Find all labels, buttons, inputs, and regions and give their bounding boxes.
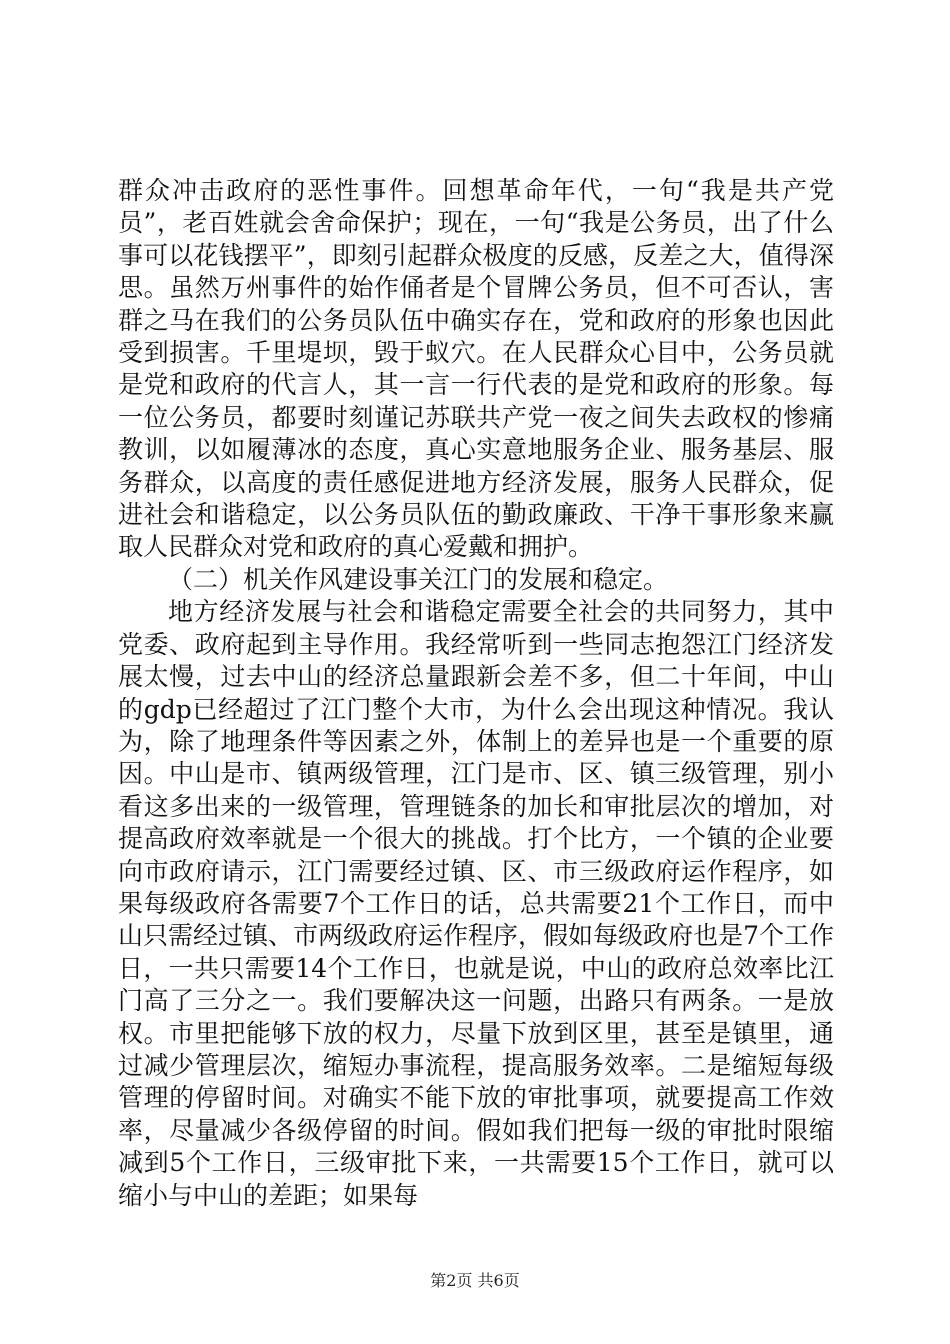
paragraph: 地方经济发展与社会和谐稳定需要全社会的共同努力，其中党委、政府起到主导作用。我经常听到一些同志抱怨江门经济发展太慢，过去中山的经济总量跟新会差不多，但二十年间，中山的gdp已经超过了江门整个大市，为什么会出现这种情况。我认为，除了地理条件等因素之外，体制上的差异也是一个重要的原因。中山是市、镇两级管理，江门是市、区、镇三级管理，别小看这多出来的一级管理，管理链条的加长和审批层次的增加，对提高政府效率就是一个很大的挑战。打个比方，一个镇的企业要向市政府请示，江门需要经过镇、区、市三级政府运作程序，如果每级政府各需要7个工作日的话，总共需要21个工作日，而中山只需经过镇、市两级政府运作程序，假如每级政府也是7个工作日，一共只需要14个工作日，也就是说，中山的政府总效率比江门高了三分之一。我们要解决这一问题，出路只有两条。一是放权。市里把能够下放的权力，尽量下放到区里，甚至是镇里，通过减少管理层次，缩短办事流程，提高服务效率。二是缩短每级管理的停留时间。对确实不能下放的审批事项，就要提高工作效率，尽量减少各级停留的时间。假如我们把每一级的审批时限缩减到5个工作日，三级审批下来，一共需要15个工作日，就可以缩小与中山的差距；如果每 (118, 597, 834, 1210)
paragraph-continuation: 群众冲击政府的恶性事件。回想革命年代，一句“我是共产党员”，老百姓就会舍命保护；现在，一句“我是公务员，出了什么事可以花钱摆平”，即刻引起群众极度的反感，反差之大，值得深思。虽然万州事件的始作俑者是个冒牌公务员，但不可否认，害群之马在我们的公务员队伍中确实存在，党和政府的形象也因此受到损害。千里堤坝，毁于蚁穴。在人民群众心目中，公务员就是党和政府的代言人，其一言一行代表的是党和政府的形象。每一位公务员，都要时刻谨记苏联共产党一夜之间失去政权的惨痛教训，以如履薄冰的态度，真心实意地服务企业、服务基层、服务群众，以高度的责任感促进地方经济发展，服务人民群众，促进社会和谐稳定，以公务员队伍的勤政廉政、干净干事形象来赢取人民群众对党和政府的真心爱戴和拥护。 (118, 176, 834, 562)
page-footer: 第2页 共6页 (430, 1271, 520, 1290)
section-heading: （二）机关作风建设事关江门的发展和稳定。 (168, 564, 669, 594)
document-body (118, 175, 834, 1212)
